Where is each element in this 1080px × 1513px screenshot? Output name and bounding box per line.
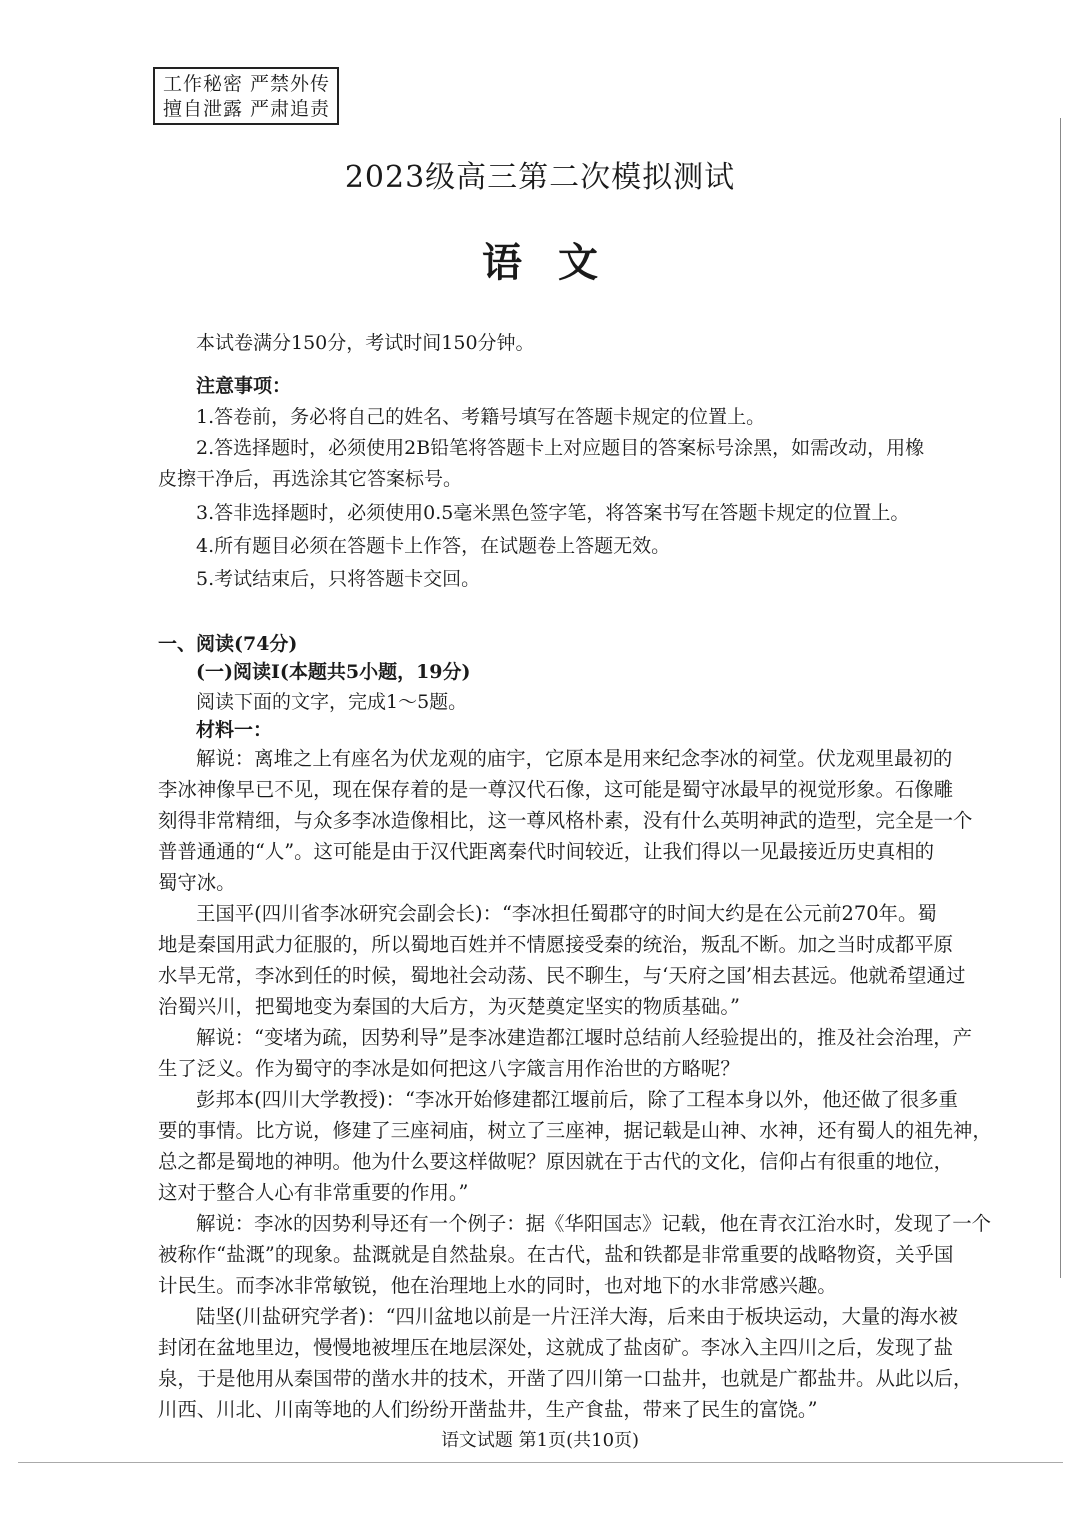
body-line: 被称作“盐溉”的现象。盐溉就是自然盐泉。在古代，盐和铁都是非常重要的战略物资，关乎国: [158, 1243, 954, 1266]
confidential-stamp-box: [153, 67, 339, 125]
body-line: 解说：“变堵为疏，因势利导”是李冰建造都江堰时总结前人经验提出的，推及社会治理，产: [196, 1026, 973, 1049]
scan-bottom-line: [18, 1462, 1063, 1463]
notice-item: 3.答非选择题时，必须使用0.5毫米黑色签字笔，将答案书写在答题卡规定的位置上。: [196, 502, 910, 524]
notice-item: 5.考试结束后，只将答题卡交回。: [196, 568, 481, 590]
body-line: 总之都是蜀地的神明。他为什么要这样做呢？原因就在于古代的文化，信仰占有很重的地位，: [158, 1150, 954, 1173]
body-line: 封闭在盆地里边，慢慢地被埋压在地层深处，这就成了盐卤矿。李冰入主四川之后，发现了盐: [158, 1336, 954, 1359]
body-line: 陆坚(川盐研究学者)：“四川盆地以前是一片汪洋大海，后来由于板块运动，大量的海水被: [196, 1305, 958, 1328]
body-line: 川西、川北、川南等地的人们纷纷开凿盐井，生产食盐，带来了民生的富饶。”: [158, 1398, 818, 1421]
notice-item: 2.答选择题时，必须使用2B铅笔将答题卡上对应题目的答案标号涂黑，如需改动，用橡: [196, 437, 925, 459]
confidential-line-2: 擅自泄露 严肃追责: [163, 98, 331, 120]
body-line: 彭邦本(四川大学教授)：“李冰开始修建都江堰前后，除了工程本身以外，他还做了很多重: [196, 1088, 958, 1111]
exam-meta: 本试卷满分150分，考试时间150分钟。: [196, 332, 535, 354]
subsection-heading: (一)阅读Ⅰ(本题共5小题，19分): [196, 661, 471, 683]
body-line: 王国平(四川省李冰研究会副会长)：“李冰担任蜀郡守的时间大约是在公元前270年。蜀: [196, 902, 937, 925]
page-footer: 语文试题 第1页(共10页): [440, 1430, 640, 1451]
body-line: 水旱无常，李冰到任的时候，蜀地社会动荡、民不聊生，与‘天府之国’相去甚远。他就希望通过: [158, 964, 966, 987]
notice-item: 皮擦干净后，再选涂其它答案标号。: [158, 468, 463, 490]
page-edge-line: [1060, 118, 1061, 1278]
confidential-line-1: 工作秘密 严禁外传: [163, 73, 331, 95]
notice-heading: 注意事项：: [196, 375, 292, 397]
body-line: 泉，于是他用从秦国带的凿水井的技术，开凿了四川第一口盐井，也就是广都盐井。从此以后，: [158, 1367, 973, 1390]
body-line: 解说：李冰的因势利导还有一个例子：据《华阳国志》记载，他在青衣江治水时，发现了一个: [196, 1212, 992, 1235]
notice-item: 4.所有题目必须在答题卡上作答，在试题卷上答题无效。: [196, 535, 671, 557]
body-line: 计民生。而李冰非常敏锐，他在治理地上水的同时，也对地下的水非常感兴趣。: [158, 1274, 837, 1297]
body-line: 生了泛义。作为蜀守的李冰是如何把这八字箴言用作治世的方略呢？: [158, 1057, 740, 1080]
body-line: 治蜀兴川，把蜀地变为秦国的大后方，为灭楚奠定坚实的物质基础。”: [158, 995, 740, 1018]
exam-title: 2023级高三第二次模拟测试: [344, 160, 736, 195]
body-line: 蜀守冰。: [158, 871, 236, 894]
body-line: 地是秦国用武力征服的，所以蜀地百姓并不情愿接受秦的统治，叛乱不断。加之当时成都平原: [158, 933, 954, 956]
body-line: 李冰神像早已不见，现在保存着的是一尊汉代石像，这可能是蜀守冰最早的视觉形象。石像雕: [158, 778, 954, 801]
reading-instruction: 阅读下面的文字，完成1～5题。: [196, 691, 468, 713]
body-line: 解说：离堆之上有座名为伏龙观的庙宇，它原本是用来纪念李冰的祠堂。伏龙观里最初的: [196, 747, 953, 770]
body-line: 普普通通的“人”。这可能是由于汉代距离秦代时间较近，让我们得以一见最接近历史真相的: [158, 840, 935, 863]
body-line: 刻得非常精细，与众多李冰造像相比，这一尊风格朴素，没有什么英明神武的造型，完全是一个: [158, 809, 973, 832]
body-line: 要的事情。比方说，修建了三座祠庙，树立了三座神，据记载是山神、水神，还有蜀人的祖先神，: [158, 1119, 992, 1142]
notice-item: 1.答卷前，务必将自己的姓名、考籍号填写在答题卡规定的位置上。: [196, 406, 766, 428]
body-line: 这对于整合人心有非常重要的作用。”: [158, 1181, 469, 1204]
material-heading: 材料一：: [196, 719, 273, 741]
subject-title: 语文: [482, 239, 634, 286]
section-heading: 一、阅读(74分): [158, 633, 298, 655]
